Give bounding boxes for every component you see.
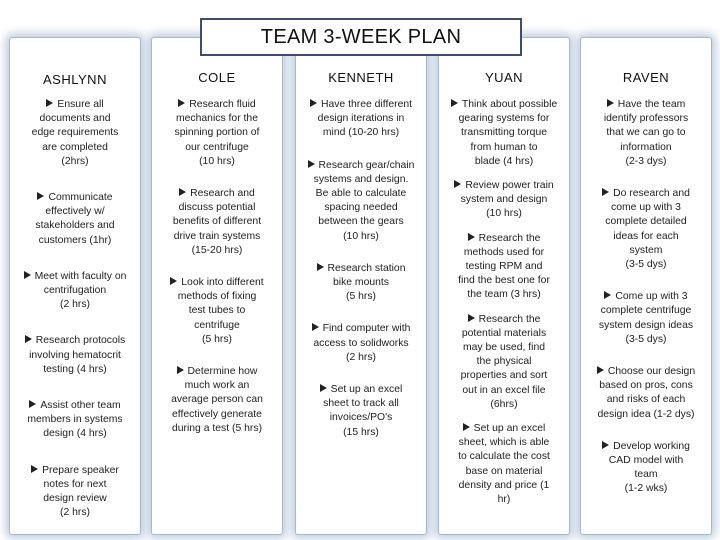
task-list bbox=[587, 98, 705, 497]
task-item bbox=[587, 290, 705, 347]
task-text: Research protocols involving hematocrit testing (4 hrs) bbox=[29, 335, 126, 375]
task-text: Look into different methods of fixing test tubes to centrifuge (5 hrs) bbox=[177, 277, 264, 345]
column-yuan bbox=[439, 38, 569, 534]
arrow-bullet-icon bbox=[308, 160, 315, 168]
column-header: RAVEN bbox=[622, 69, 670, 85]
task-item bbox=[158, 98, 276, 169]
task-text: Assist other team members in systems design (4 hrs) bbox=[27, 400, 123, 440]
task-item bbox=[16, 464, 134, 521]
arrow-bullet-icon bbox=[607, 99, 614, 107]
task-text: Prepare speaker notes for next design review (2 hrs) bbox=[42, 464, 119, 519]
task-text: Find computer with access to solidworks (2 hrs) bbox=[313, 323, 411, 363]
task-item bbox=[158, 365, 276, 436]
arrow-bullet-icon bbox=[317, 263, 324, 271]
task-list bbox=[445, 98, 563, 507]
arrow-bullet-icon bbox=[170, 277, 177, 285]
page-title: TEAM 3-WEEK PLAN bbox=[200, 18, 522, 56]
task-list bbox=[302, 98, 420, 440]
arrow-bullet-icon bbox=[29, 400, 36, 408]
task-text: Research and discuss potential benefits of different drive train systems (15-20 hrs) bbox=[172, 188, 262, 256]
task-item bbox=[302, 98, 420, 141]
arrow-bullet-icon bbox=[454, 180, 461, 188]
task-text: Set up an excel sheet, which is able to calculate the cost base on material density and price (1 hr) bbox=[458, 423, 550, 506]
task-text: Research fluid mechanics for the spinning portion of our centrifuge (10 hrs) bbox=[174, 99, 260, 167]
task-item bbox=[158, 276, 276, 347]
task-item bbox=[587, 187, 705, 272]
task-text: Ensure all documents and edge requirements are completed (2hrs) bbox=[31, 99, 119, 167]
task-item bbox=[445, 232, 563, 303]
task-item bbox=[587, 440, 705, 497]
task-text: Develop working CAD model with team (1-2 wks) bbox=[608, 440, 690, 495]
task-item bbox=[445, 422, 563, 507]
arrow-bullet-icon bbox=[46, 99, 53, 107]
column-header: YUAN bbox=[484, 69, 524, 85]
column-raven bbox=[581, 38, 711, 534]
task-text: Do research and come up with 3 complete detailed ideas for each system (3-5 dys) bbox=[605, 188, 690, 271]
task-item bbox=[302, 262, 420, 305]
arrow-bullet-icon bbox=[604, 291, 611, 299]
column-header: KENNETH bbox=[328, 69, 394, 85]
task-item bbox=[302, 159, 420, 244]
column-kenneth bbox=[296, 38, 426, 534]
task-item bbox=[445, 179, 563, 222]
task-text: Come up with 3 complete centrifuge system design ideas (3-5 dys) bbox=[598, 291, 694, 345]
task-list bbox=[16, 98, 134, 520]
task-item bbox=[16, 334, 134, 377]
arrow-bullet-icon bbox=[463, 423, 470, 431]
task-text: Communicate effectively w/ stakeholders and customers (1hr) bbox=[35, 192, 115, 246]
task-item bbox=[302, 383, 420, 440]
task-text: Have three different design iterations in mind (10-20 hrs) bbox=[317, 99, 413, 139]
arrow-bullet-icon bbox=[37, 192, 44, 200]
arrow-bullet-icon bbox=[320, 384, 327, 392]
task-item bbox=[587, 98, 705, 169]
task-text: Research station bike mounts (5 hrs) bbox=[327, 262, 406, 303]
arrow-bullet-icon bbox=[31, 465, 38, 473]
arrow-bullet-icon bbox=[451, 99, 458, 107]
task-item bbox=[302, 322, 420, 365]
arrow-bullet-icon bbox=[597, 366, 604, 374]
column-header: COLE bbox=[198, 69, 236, 85]
task-item bbox=[16, 270, 134, 313]
task-text: Have the team identify professors that we can go to information (2-3 dys) bbox=[603, 99, 689, 167]
task-item bbox=[445, 313, 563, 412]
arrow-bullet-icon bbox=[602, 188, 609, 196]
task-item bbox=[445, 98, 563, 169]
column-ashlynn bbox=[10, 38, 140, 534]
task-text: Determine how much work an average person can effectively generate during a test (5 hrs) bbox=[171, 366, 263, 434]
task-text: Set up an excel sheet to track all invoices/PO's (15 hrs) bbox=[323, 384, 403, 438]
column-cole bbox=[152, 38, 282, 534]
task-text: Think about possible gearing systems for transmitting torque from human to blade (4 hrs) bbox=[458, 99, 558, 167]
task-item bbox=[16, 191, 134, 248]
arrow-bullet-icon bbox=[179, 188, 186, 196]
arrow-bullet-icon bbox=[312, 323, 319, 331]
arrow-bullet-icon bbox=[24, 271, 31, 279]
task-text: Meet with faculty on centrifugation (2 hrs) bbox=[34, 270, 127, 311]
arrow-bullet-icon bbox=[310, 99, 317, 107]
task-item bbox=[16, 399, 134, 442]
arrow-bullet-icon bbox=[178, 99, 185, 107]
task-text: Research the potential materials may be used, find the physical properties and sort out in an excel file (6hrs) bbox=[460, 313, 548, 410]
column-header: ASHLYNN bbox=[43, 71, 107, 87]
arrow-bullet-icon bbox=[602, 441, 609, 449]
task-text: Research the methods used for testing RPM and find the best one for the team (3 hrs) bbox=[458, 232, 550, 301]
task-list bbox=[158, 98, 276, 436]
task-item bbox=[16, 98, 134, 169]
task-text: Choose our design based on pros, cons and risks of each design idea (1-2 dys) bbox=[597, 366, 696, 420]
arrow-bullet-icon bbox=[468, 314, 475, 322]
task-item bbox=[587, 365, 705, 422]
arrow-bullet-icon bbox=[468, 233, 475, 241]
task-text: Research gear/chain systems and design. Be able to calculate spacing needed between the gears (10 hrs) bbox=[313, 159, 415, 242]
arrow-bullet-icon bbox=[25, 335, 32, 343]
arrow-bullet-icon bbox=[177, 366, 184, 374]
task-item bbox=[158, 187, 276, 258]
task-text: Review power train system and design (10 hrs) bbox=[460, 180, 554, 220]
